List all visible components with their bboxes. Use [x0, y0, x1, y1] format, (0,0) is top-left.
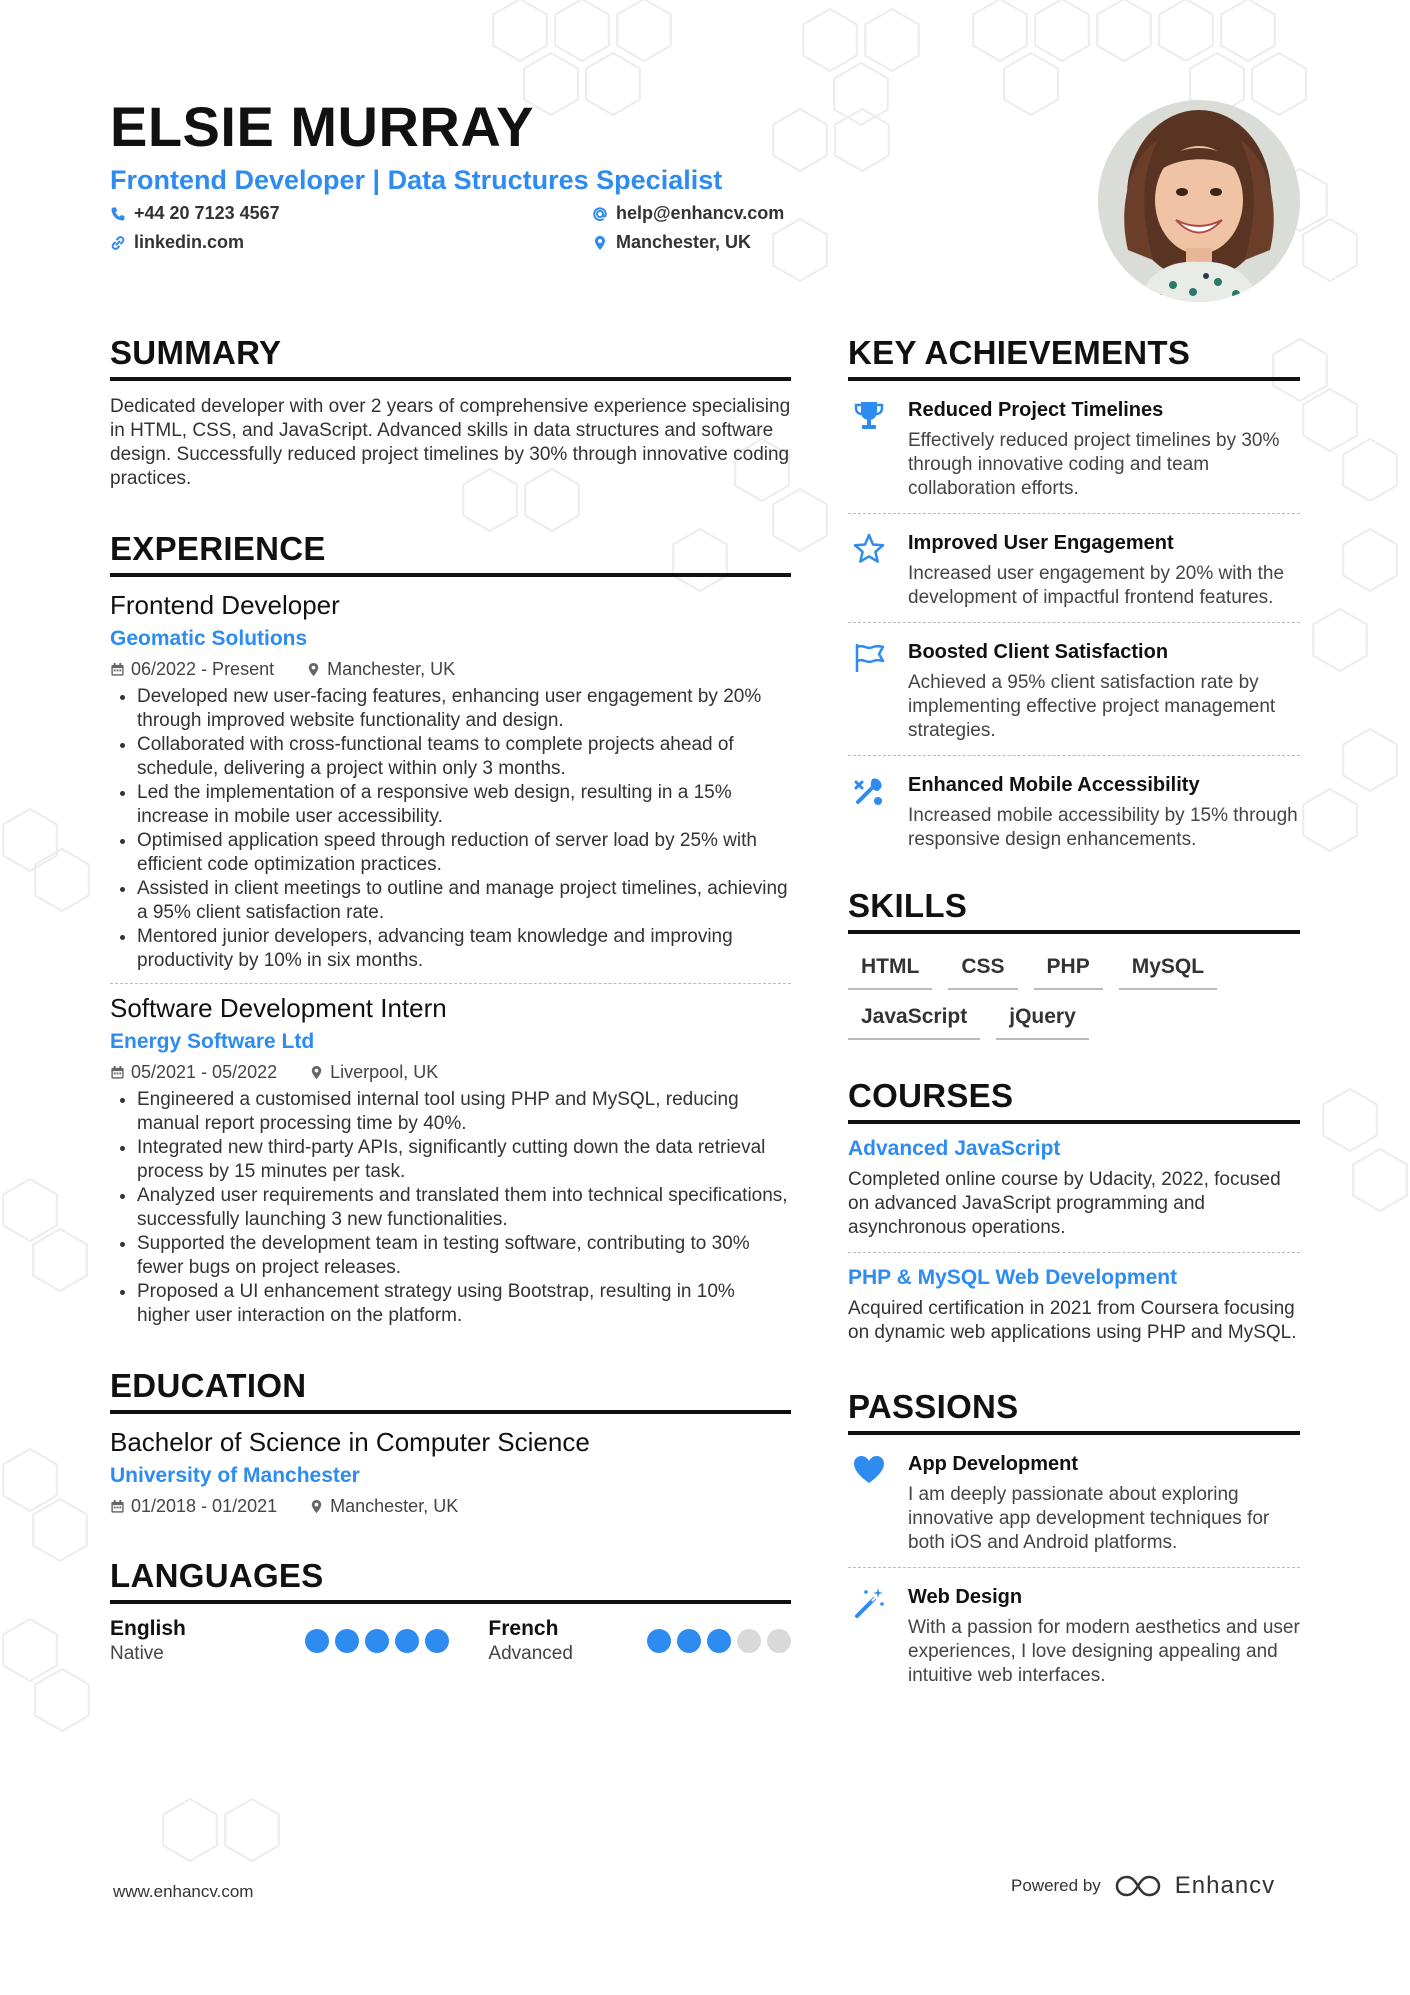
courses-heading: COURSES [848, 1076, 1300, 1124]
job-entry [110, 589, 791, 984]
education-entry [110, 1426, 791, 1518]
skill-tag: MySQL [1119, 954, 1217, 990]
school-name: University of Manchester [110, 1464, 360, 1487]
skill-tag: HTML [848, 954, 932, 990]
degree-title: Bachelor of Science in Computer Science [110, 1427, 590, 1457]
achievement-desc: Effectively reduced project timelines by 30% through innovative coding and team collaboration efforts. [908, 430, 1280, 499]
email-text: help@enhancv.com [616, 203, 785, 223]
location-text: Manchester, UK [616, 232, 752, 252]
rating-dot-filled [647, 1629, 671, 1653]
candidate-tagline: Frontend Developer | Data Structures Specialist [110, 165, 723, 195]
achievement-item [848, 623, 1300, 756]
education-heading: EDUCATION [110, 1366, 791, 1414]
achievement-item [848, 756, 1300, 864]
footer-branding [1011, 1872, 1275, 1900]
experience-section [110, 529, 791, 1328]
summary-section [110, 333, 791, 491]
languages-heading: LANGUAGES [110, 1556, 791, 1604]
language-name: French [488, 1617, 559, 1640]
language-item [110, 1616, 488, 1666]
job-entry [110, 992, 791, 1328]
trophy-icon [852, 399, 886, 433]
phone-text: +44 20 7123 4567 [134, 203, 280, 223]
calendar-icon [110, 662, 125, 677]
job-meta [110, 1060, 791, 1084]
heart-icon [852, 1453, 886, 1487]
bullet-item: • Analyzed user requirements and translated them into technical specifications, successfully launching 3 new functionalities. [137, 1184, 791, 1232]
bullet-item: • Mentored junior developers, advancing team knowledge and improving productivity by 10% in six months. [137, 925, 791, 973]
job-title: Frontend Developer [110, 590, 340, 620]
education-meta [110, 1494, 791, 1518]
job-meta [110, 657, 791, 681]
linkedin-contact[interactable] [110, 232, 244, 253]
profile-photo [1098, 100, 1300, 302]
courses-section [848, 1076, 1300, 1357]
phone-contact[interactable] [110, 203, 280, 224]
rating-dot-empty [737, 1629, 761, 1653]
achievements-section [848, 333, 1300, 864]
languages-section [110, 1556, 791, 1666]
language-level: Advanced [488, 1643, 573, 1664]
summary-heading: SUMMARY [110, 333, 791, 381]
bullet-item: • Engineered a customised internal tool using PHP and MySQL, reducing manual report processing time by 40%. [137, 1088, 791, 1136]
bullet-item: • Collaborated with cross-functional teams to complete projects ahead of schedule, delivering a project within only 3 months. [137, 733, 791, 781]
achievement-title: Reduced Project Timelines [908, 399, 1164, 421]
course-title: PHP & MySQL Web Development [848, 1266, 1178, 1289]
bullet-item: • Integrated new third-party APIs, significantly cutting down the data retrieval process by 15 minutes per task. [137, 1136, 791, 1184]
education-dates: 01/2018 - 01/2021 [131, 1496, 278, 1516]
rating-dot-filled [677, 1629, 701, 1653]
phone-icon [110, 206, 126, 222]
course-title: Advanced JavaScript [848, 1137, 1061, 1160]
passion-item [848, 1435, 1300, 1568]
bullet-item: • Supported the development team in testing software, contributing to 30% fewer bugs on project releases. [137, 1232, 791, 1280]
location-contact [592, 232, 751, 253]
left-column [110, 333, 791, 1666]
divider [110, 983, 791, 984]
skill-tag: PHP [1034, 954, 1103, 990]
email-contact[interactable] [592, 203, 784, 224]
bullet-item: • Developed new user-facing features, enhancing user engagement by 20% through improved website functionality and design. [137, 685, 791, 733]
language-level: Native [110, 1643, 164, 1664]
skills-section [848, 886, 1300, 1040]
flag-icon [852, 641, 886, 675]
rating-dot-filled [425, 1629, 449, 1653]
tools-icon [852, 774, 886, 808]
linkedin-text: linkedin.com [134, 232, 245, 252]
achievement-desc: Increased mobile accessibility by 15% through responsive design enhancements. [908, 805, 1298, 850]
job-dates: 05/2021 - 05/2022 [131, 1062, 278, 1082]
company-name: Energy Software Ltd [110, 1030, 315, 1053]
achievement-title: Improved User Engagement [908, 532, 1174, 554]
at-icon [592, 206, 608, 222]
powered-by-text: Powered by [1011, 1876, 1101, 1895]
map-pin-icon [306, 662, 321, 677]
resume-header [110, 95, 810, 259]
achievements-heading: KEY ACHIEVEMENTS [848, 333, 1300, 381]
education-location: Manchester, UK [330, 1496, 459, 1516]
course-item [848, 1253, 1300, 1357]
map-pin-icon [309, 1065, 324, 1080]
enhancv-brand: Enhancv [1174, 1872, 1276, 1899]
skills-heading: SKILLS [848, 886, 1300, 934]
language-rating [305, 1616, 449, 1666]
passion-item [848, 1568, 1300, 1700]
job-bullets [110, 1088, 791, 1328]
passions-heading: PASSIONS [848, 1387, 1300, 1435]
map-pin-icon [592, 235, 608, 251]
job-location: Liverpool, UK [330, 1062, 439, 1082]
bullet-item: • Led the implementation of a responsive web design, resulting in a 15% increase in mobile user accessibility. [137, 781, 791, 829]
education-section [110, 1366, 791, 1518]
rating-dot-filled [365, 1629, 389, 1653]
languages-list [110, 1616, 791, 1666]
enhancv-logo-icon [1115, 1873, 1161, 1899]
rating-dot-filled [395, 1629, 419, 1653]
language-name: English [110, 1617, 186, 1640]
map-pin-icon [309, 1499, 324, 1514]
contact-info [110, 203, 810, 259]
course-item [848, 1124, 1300, 1253]
achievement-desc: Increased user engagement by 20% with the development of impactful frontend features. [908, 563, 1285, 608]
right-column [848, 333, 1300, 1700]
passion-title: App Development [908, 1453, 1079, 1475]
candidate-name: ELSIE MURRAY [110, 95, 535, 158]
skill-tag: JavaScript [848, 1004, 980, 1040]
skill-tag: CSS [948, 954, 1017, 990]
job-bullets [110, 685, 791, 973]
bullet-item: • Proposed a UI enhancement strategy using Bootstrap, resulting in 10% higher user interaction on the platform. [137, 1280, 791, 1328]
job-dates: 06/2022 - Present [131, 659, 275, 679]
skills-list [848, 954, 1300, 1040]
achievement-title: Enhanced Mobile Accessibility [908, 774, 1200, 796]
experience-heading: EXPERIENCE [110, 529, 791, 577]
calendar-icon [110, 1499, 125, 1514]
job-title: Software Development Intern [110, 993, 447, 1023]
rating-dot-filled [305, 1629, 329, 1653]
passions-section [848, 1387, 1300, 1700]
footer-website[interactable]: www.enhancv.com [113, 1882, 254, 1901]
course-desc: Completed online course by Udacity, 2022, focused on advanced JavaScript programming and asynchronous operations. [848, 1169, 1281, 1238]
rating-dot-filled [335, 1629, 359, 1653]
achievement-item [848, 514, 1300, 623]
star-icon [852, 532, 886, 566]
bullet-item: • Assisted in client meetings to outline and manage project timelines, achieving a 95% client satisfaction rate. [137, 877, 791, 925]
achievement-desc: Achieved a 95% client satisfaction rate by implementing effective project management strategies. [908, 672, 1276, 741]
skill-tag: jQuery [996, 1004, 1089, 1040]
achievement-item [848, 381, 1300, 514]
language-item [488, 1616, 791, 1666]
achievement-title: Boosted Client Satisfaction [908, 641, 1169, 663]
company-name: Geomatic Solutions [110, 627, 308, 650]
rating-dot-filled [707, 1629, 731, 1653]
link-icon [110, 235, 126, 251]
language-rating [647, 1616, 791, 1666]
passion-title: Web Design [908, 1586, 1023, 1608]
calendar-icon [110, 1065, 125, 1080]
rating-dot-empty [767, 1629, 791, 1653]
summary-text: Dedicated developer with over 2 years of comprehensive experience specialising in HTML, CSS, and JavaScript. Advanced skills in data structures and software design. Successfully reduced project timelines by 30% through innovative coding practices. [110, 396, 791, 489]
magic-wand-icon [852, 1586, 886, 1620]
bullet-item: • Optimised application speed through reduction of server load by 25% with efficient code optimization practices. [137, 829, 791, 877]
course-desc: Acquired certification in 2021 from Coursera focusing on dynamic web applications using PHP and MySQL. [848, 1298, 1297, 1343]
passion-desc: I am deeply passionate about exploring innovative app development techniques for both iOS and Android platforms. [908, 1484, 1270, 1553]
passion-desc: With a passion for modern aesthetics and user experiences, I love designing appealing and intuitive web interfaces. [908, 1617, 1300, 1686]
job-location: Manchester, UK [327, 659, 456, 679]
